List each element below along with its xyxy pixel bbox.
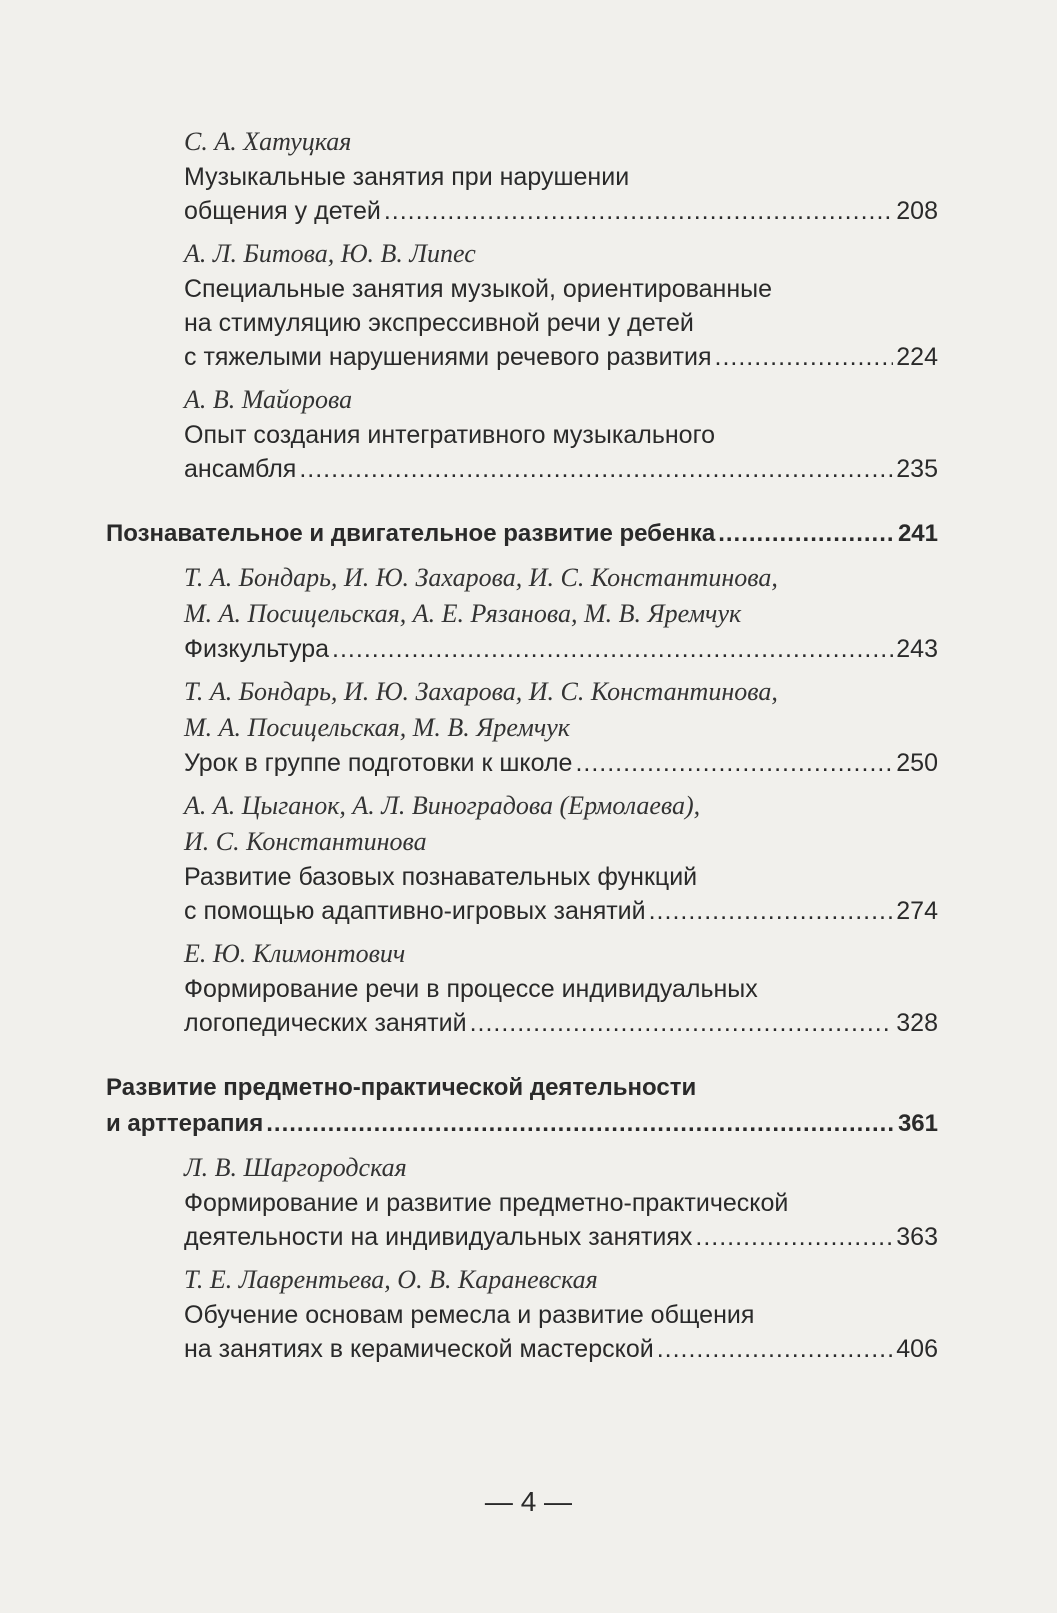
- section-title: Познавательное и двигательное развитие ребенка: [106, 520, 716, 547]
- entry-title-line: Обучение основам ремесла и развитие общения: [184, 1301, 755, 1329]
- section-heading[interactable]: [106, 1070, 938, 1142]
- toc-entry: [184, 124, 938, 228]
- entry-title-last-line: Физкультура: [184, 635, 330, 663]
- table-of-contents: [106, 124, 938, 1366]
- toc-entry: [184, 560, 938, 666]
- entry-leader-line[interactable]: [184, 632, 938, 666]
- dot-leader: [718, 516, 895, 552]
- entry-authors: Т. Е. Лаврентьева, О. В. Караневская: [184, 1265, 598, 1294]
- entry-authors: М. А. Посицельская, А. Е. Рязанова, М. В. Яремчук: [184, 599, 742, 628]
- entry-authors: А. Л. Битова, Ю. В. Липес: [184, 239, 476, 268]
- entry-title-last-line: деятельности на индивидуальных занятиях: [184, 1223, 693, 1251]
- entry-leader-line[interactable]: [184, 1332, 938, 1366]
- entry-page-number: 250: [896, 749, 938, 777]
- entry-title-last-line: с помощью адаптивно-игровых занятий: [184, 897, 646, 925]
- entry-authors: И. С. Константинова: [184, 827, 427, 856]
- entry-title-last-line: ансамбля: [184, 455, 297, 483]
- entry-title-line: Формирование речи в процессе индивидуальных: [184, 975, 758, 1003]
- section-leader-line: [106, 1106, 938, 1142]
- entry-page-number: 406: [896, 1335, 938, 1363]
- entry-title-line: Формирование и развитие предметно-практической: [184, 1189, 789, 1217]
- entry-title-last-line: Урок в группе подготовки к школе: [184, 749, 573, 777]
- entry-leader-line[interactable]: [184, 746, 938, 780]
- toc-entry: [184, 788, 938, 928]
- dot-leader: [657, 1332, 894, 1366]
- entry-authors: Е. Ю. Климонтович: [184, 939, 406, 968]
- toc-entry: [184, 1262, 938, 1366]
- section-title-line: Развитие предметно-практической деятельности: [106, 1074, 697, 1101]
- dot-leader: [695, 1220, 893, 1254]
- entry-title-line: Музыкальные занятия при нарушении: [184, 163, 630, 191]
- toc-entry: [184, 236, 938, 374]
- entry-title-last-line: логопедических занятий: [184, 1009, 467, 1037]
- entry-title-line: Развитие базовых познавательных функций: [184, 863, 698, 891]
- dot-leader: [332, 632, 893, 666]
- entry-page-number: 224: [896, 343, 938, 371]
- entry-leader-line[interactable]: [184, 1006, 938, 1040]
- toc-entry: [184, 382, 938, 486]
- entry-page-number: 328: [896, 1009, 938, 1037]
- entry-leader-line[interactable]: [184, 194, 938, 228]
- section-title-last-line: и арттерапия: [106, 1110, 264, 1137]
- dot-leader: [299, 452, 893, 486]
- dot-leader: [575, 746, 893, 780]
- entry-title-last-line: с тяжелыми нарушениями речевого развития: [184, 343, 712, 371]
- dot-leader: [649, 894, 894, 928]
- section-heading[interactable]: [106, 516, 938, 552]
- entry-authors: Т. А. Бондарь, И. Ю. Захарова, И. С. Константинова,: [184, 677, 778, 706]
- entry-title-last-line: общения у детей: [184, 197, 381, 225]
- entry-authors: М. А. Посицельская, М. В. Яремчук: [184, 713, 570, 742]
- entry-leader-line[interactable]: [184, 452, 938, 486]
- entry-page-number: 363: [896, 1223, 938, 1251]
- dot-leader: [470, 1006, 894, 1040]
- section-page-number: 241: [897, 520, 938, 547]
- page-number-footer: — 4 —: [484, 1486, 573, 1517]
- entry-leader-line[interactable]: [184, 894, 938, 928]
- dot-leader: [715, 340, 894, 374]
- entry-page-number: 208: [896, 197, 938, 225]
- entry-leader-line[interactable]: [184, 340, 938, 374]
- entry-page-number: 274: [896, 897, 938, 925]
- entry-leader-line[interactable]: [184, 1220, 938, 1254]
- toc-entry: [184, 936, 938, 1040]
- entry-authors: С. А. Хатуцкая: [184, 127, 352, 156]
- toc-entry: [184, 674, 938, 780]
- dot-leader: [384, 194, 893, 228]
- entry-authors: Л. В. Шаргородская: [184, 1153, 407, 1182]
- entry-authors: Т. А. Бондарь, И. Ю. Захарова, И. С. Константинова,: [184, 563, 778, 592]
- entry-authors: А. В. Майорова: [184, 385, 353, 414]
- entry-page-number: 243: [896, 635, 938, 663]
- section-page-number: 361: [897, 1110, 938, 1137]
- entry-title-last-line: на занятиях в керамической мастерской: [184, 1335, 654, 1363]
- entry-page-number: 235: [896, 455, 938, 483]
- entry-title-line: на стимуляцию экспрессивной речи у детей: [184, 309, 694, 337]
- toc-entry: [184, 1150, 938, 1254]
- section-leader-line: [106, 516, 938, 552]
- entry-title-line: Опыт создания интегративного музыкального: [184, 421, 716, 449]
- entry-authors: А. А. Цыганок, А. Л. Виноградова (Ермолаева),: [184, 791, 701, 820]
- dot-leader: [266, 1106, 895, 1142]
- entry-title-line: Специальные занятия музыкой, ориентированные: [184, 275, 773, 303]
